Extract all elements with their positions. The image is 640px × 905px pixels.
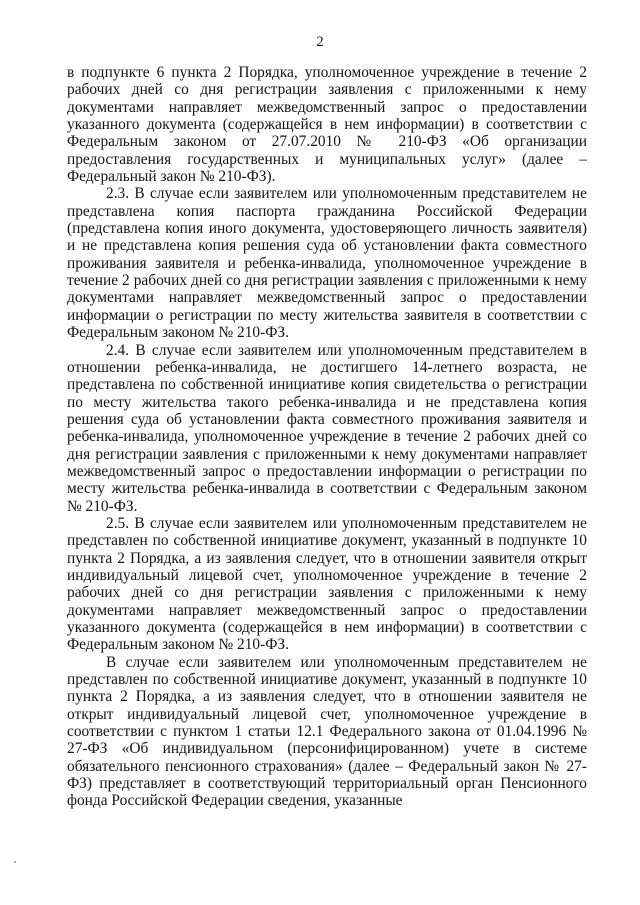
page-number: 2 [316, 34, 324, 50]
paragraph-2-5: 2.5. В случае если заявителем или уполномоченным представителем не представлен по собственной инициативе документ, указанный в подпункте 10 пункта 2 Порядка, а из заявления следует, что в отношении заявителя открыт индивидуальный лицевой счет, уполномоченное учреждение в течение 2 рабочих дней со дня регистрации заявления с приложенными к нему документами направляет межведомственный запрос о предоставлении указанного документа (содержащейся в нем информации) в соответствии с Федеральным законом № 210-ФЗ. [67, 514, 587, 654]
paragraph-2-4: 2.4. В случае если заявителем или уполномоченным представителем в отношении ребенка-инвалида, не достигшего 14-летнего возраста, не представлена по собственной инициативе копия свидетельства о регистрации по месту жительства такого ребенка-инвалида и не представлена копия решения суда об установлении факта совместного проживания заявителя и ребенка-инвалида, уполномоченное учреждение в течение 2 рабочих дней со дня регистрации заявления с приложенными к нему документами направляет межведомственный запрос о предоставлении информации о регистрации по месту жительства ребенка-инвалида в соответствии с Федеральным законом № 210-ФЗ. [67, 341, 587, 515]
scan-speck [14, 861, 16, 863]
paragraph-2-5-continued: В случае если заявителем или уполномоченным представителем не представлен по собственной инициативе документ, указанный в подпункте 10 пункта 2 Порядка, а из заявления следует, что в отношении заявителя не открыт индивидуальный лицевой счет, уполномоченное учреждение в соответствии с пунктом 1 статьи 12.1 Федерального закона от 01.04.1996 № 27-ФЗ «Об индивидуальном (персонифицированном) учете в системе обязательного пенсионного страхования» (далее – Федеральный закон № 27-ФЗ) представляет в соответствующий территориальный орган Пенсионного фонда Российской Федерации сведения, указанные [67, 653, 587, 810]
paragraph-2-3: 2.3. В случае если заявителем или уполномоченным представителем не представлена копия паспорта гражданина Российской Федерации (представлена копия иного документа, удостоверяющего личность заявителя) и не представлена копия решения суда об установлении факта совместного проживания заявителя и ребенка-инвалида, уполномоченное учреждение в течение 2 рабочих дней со дня регистрации заявления с приложенными к нему документами направляет межведомственный запрос о предоставлении информации о регистрации по месту жительства заявителя в соответствии с Федеральным законом № 210-ФЗ. [67, 185, 587, 342]
document-body [67, 64, 587, 810]
paragraph-continuation: в подпункте 6 пункта 2 Порядка, уполномоченное учреждение в течение 2 рабочих дней со дня регистрации заявления с приложенными к нему документами направляет межведомственный запрос о предоставлении указанного документа (содержащейся в нем информации) в соответствии с Федеральным законом от 27.07.2010 № 210-ФЗ «Об организации предоставления государственных и муниципальных услуг» (далее – Федеральный закон № 210-ФЗ). [67, 64, 587, 186]
